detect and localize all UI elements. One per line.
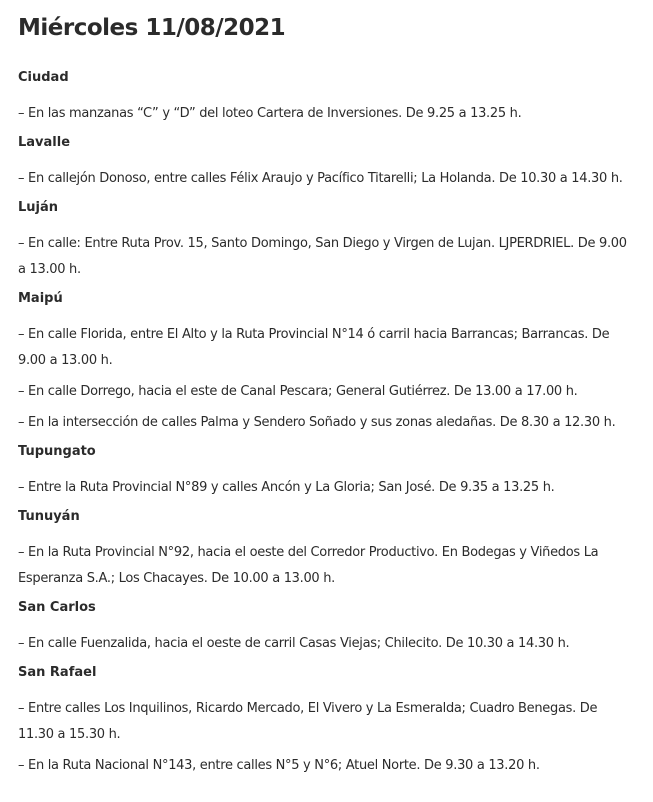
section-heading: Luján (18, 200, 59, 215)
section-tupungato (18, 442, 635, 501)
section-san-rafael (18, 663, 635, 779)
section-heading: San Carlos (18, 600, 96, 615)
section-san-carlos (18, 598, 635, 657)
section-heading: Lavalle (18, 135, 71, 150)
list-item: – En la Ruta Nacional N°143, entre calles N°5 y N°6; Atuel Norte. De 9.30 a 13.20 h. (18, 758, 540, 773)
section-heading: Tupungato (18, 444, 96, 459)
list-item: – Entre la Ruta Provincial N°89 y calles Ancón y La Gloria; San José. De 9.35 a 13.25 h. (18, 480, 555, 495)
list-item: – En calle Fuenzalida, hacia el oeste de carril Casas Viejas; Chilecito. De 10.30 a 14.30 h. (18, 636, 570, 651)
list-item: – En la Ruta Provincial N°92, hacia el oeste del Corredor Productivo. En Bodegas y Viñedos La Esperanza S.A.; Los Chacayes. De 10.00 a 13.00 h. (18, 545, 599, 586)
section-heading: Maipú (18, 291, 63, 306)
list-item: – Entre calles Los Inquilinos, Ricardo Mercado, El Vivero y La Esmeralda; Cuadro Benegas. De 11.30 a 15.30 h. (18, 701, 598, 742)
section-maipu (18, 289, 635, 436)
section-lavalle (18, 133, 635, 192)
section-heading: Tunuyán (18, 509, 80, 524)
list-item: – En calle: Entre Ruta Prov. 15, Santo Domingo, San Diego y Virgen de Lujan. LJPERDRIEL. De 9.00 a 13.00 h. (18, 236, 627, 277)
list-item: – En las manzanas “C” y “D” del loteo Cartera de Inversiones. De 9.25 a 13.25 h. (18, 106, 522, 121)
section-tunuyan (18, 507, 635, 592)
list-item: – En calle Florida, entre El Alto y la Ruta Provincial N°14 ó carril hacia Barrancas; Barrancas. De 9.00 a 13.00 h. (18, 327, 610, 368)
section-lujan (18, 198, 635, 283)
list-item: – En callejón Donoso, entre calles Félix Araujo y Pacífico Titarelli; La Holanda. De 10.30 a 14.30 h. (18, 171, 623, 186)
section-heading: San Rafael (18, 665, 97, 680)
section-ciudad (18, 68, 635, 127)
list-item: – En calle Dorrego, hacia el este de Canal Pescara; General Gutiérrez. De 13.00 a 17.00 h. (18, 384, 578, 399)
section-heading: Ciudad (18, 70, 69, 85)
page-title: Miércoles 11/08/2021 (18, 15, 286, 41)
list-item: – En la intersección de calles Palma y Sendero Soñado y sus zonas aledañas. De 8.30 a 12.30 h. (18, 415, 616, 430)
